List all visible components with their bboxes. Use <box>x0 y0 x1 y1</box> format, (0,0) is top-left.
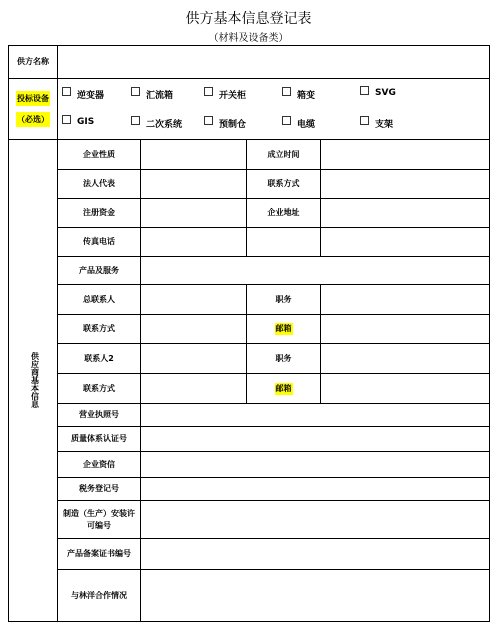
page-subtitle: （材料及设备类） <box>208 33 289 44</box>
cooperation-field[interactable] <box>141 570 489 621</box>
checkbox-icon[interactable] <box>62 115 71 124</box>
supplier-name-label: 供方名称 <box>17 57 49 66</box>
option-switchgear[interactable]: 开关柜 <box>204 88 246 101</box>
products-label: 产品及服务 <box>79 265 119 275</box>
business-license-label: 营业执照号 <box>79 410 119 419</box>
enterprise-address-label: 企业地址 <box>267 208 300 217</box>
established-time-label: 成立时间 <box>267 149 300 159</box>
option-bracket[interactable]: 支架 <box>360 117 393 130</box>
option-box-transformer[interactable]: 箱变 <box>282 88 315 101</box>
section-label: 供应商基本信息 <box>30 352 40 408</box>
fax-field[interactable] <box>141 228 246 256</box>
enterprise-nature-label: 企业性质 <box>83 149 115 159</box>
contact-field[interactable] <box>321 170 489 198</box>
page-title: 供方基本信息登记表 <box>185 11 312 27</box>
option-secondary-system[interactable]: 二次系统 <box>131 117 182 130</box>
bidding-equipment-label-line1: 投标设备 <box>16 91 50 106</box>
contact-method-label: 联系方式 <box>83 324 115 333</box>
position-label: 职务 <box>275 294 292 304</box>
legal-rep-field[interactable] <box>141 170 246 198</box>
registered-capital-field[interactable] <box>141 199 246 227</box>
contact-method-2-label: 联系方式 <box>83 383 115 393</box>
product-record-label: 产品备案证书编号 <box>67 549 131 558</box>
legal-rep-label: 法人代表 <box>83 179 115 188</box>
email-label: 邮箱 <box>275 324 292 333</box>
checkbox-icon[interactable] <box>62 87 71 96</box>
option-combiner-box[interactable]: 汇流箱 <box>131 88 173 101</box>
quality-cert-label: 质量体系认证号 <box>71 434 127 443</box>
checkbox-icon[interactable] <box>204 87 213 96</box>
main-contact-label: 总联系人 <box>83 294 115 304</box>
bidding-equipment-label-line2: （必选） <box>16 112 50 127</box>
qualification-label: 企业资信 <box>83 459 115 469</box>
contact-person-2-label: 联系人2 <box>84 353 114 363</box>
option-prefab-cabin[interactable]: 预制仓 <box>204 117 246 130</box>
option-inverter[interactable]: 逆变器 <box>62 88 104 101</box>
col-divider <box>320 284 321 403</box>
contact-label: 联系方式 <box>267 179 300 188</box>
supplier-name-input[interactable] <box>58 46 489 78</box>
enterprise-nature-field[interactable] <box>141 140 246 169</box>
bidding-equipment-label <box>9 79 57 139</box>
checkbox-icon[interactable] <box>360 116 369 125</box>
option-svg[interactable]: SVG <box>360 88 396 98</box>
checkbox-icon[interactable] <box>204 116 213 125</box>
cooperation-label: 与林洋合作情况 <box>71 590 127 600</box>
checkbox-icon[interactable] <box>360 86 369 95</box>
tax-reg-label: 税务登记号 <box>79 484 119 493</box>
enterprise-address-field[interactable] <box>321 199 489 227</box>
checkbox-icon[interactable] <box>282 87 291 96</box>
mfg-license-label: 制造（生产）安装许可编号 <box>63 508 135 530</box>
products-field[interactable] <box>141 257 489 284</box>
row-divider <box>8 78 490 79</box>
established-time-field[interactable] <box>321 140 489 169</box>
position-2-label: 职务 <box>275 353 292 363</box>
option-gis[interactable]: GIS <box>62 117 94 127</box>
checkbox-icon[interactable] <box>131 87 140 96</box>
checkbox-icon[interactable] <box>131 116 140 125</box>
option-cable[interactable]: 电缆 <box>282 117 315 130</box>
email-2-label: 邮箱 <box>275 383 292 393</box>
checkbox-icon[interactable] <box>282 116 291 125</box>
fax-label: 传真电话 <box>83 237 115 246</box>
registered-capital-label: 注册资金 <box>83 208 115 217</box>
